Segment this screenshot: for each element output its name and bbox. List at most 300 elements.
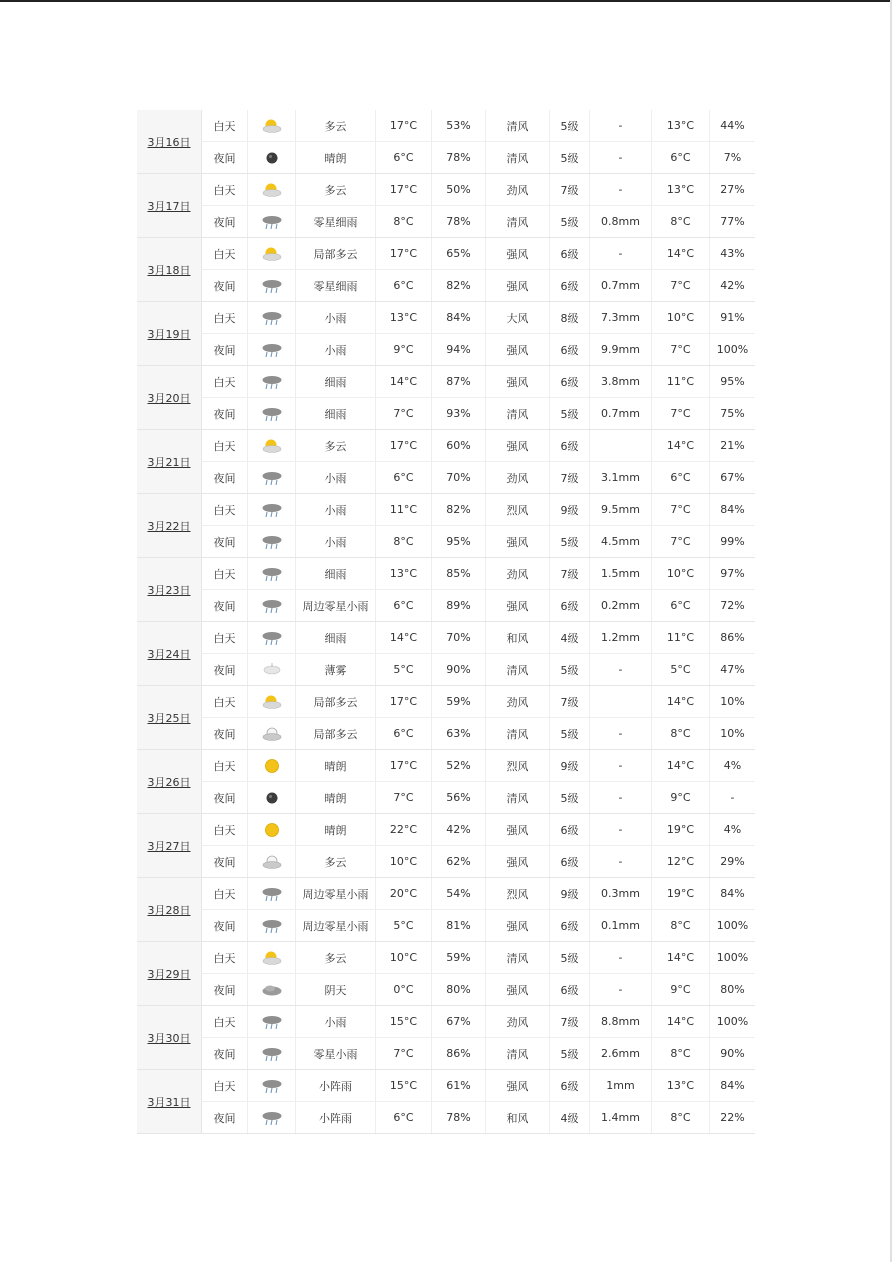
wind-cell-text: 和风 — [506, 1111, 529, 1125]
condition-cell-text: 局部多云 — [313, 727, 358, 741]
probability-cell — [710, 174, 755, 205]
table-row — [202, 558, 755, 589]
day-group — [137, 622, 755, 686]
wind-cell-text: 大风 — [506, 311, 529, 325]
probability-cell-text: 21% — [720, 439, 745, 452]
temperature-cell — [376, 654, 432, 685]
wind-level-cell-text: 6级 — [560, 983, 579, 997]
wind-cell — [486, 174, 550, 205]
wind-cell-text: 清风 — [506, 727, 529, 741]
low-temp-cell — [652, 302, 710, 333]
period-rows — [202, 622, 755, 685]
wind-level-cell — [550, 878, 590, 909]
humidity-cell — [432, 782, 486, 813]
temperature-cell-text: 0°C — [393, 983, 414, 996]
icon-cell — [248, 654, 296, 685]
low-temp-cell-text: 6°C — [670, 471, 691, 484]
period-rows — [202, 494, 755, 557]
humidity-cell-text: 54% — [446, 887, 471, 900]
temperature-cell — [376, 910, 432, 941]
period-cell-text: 白天 — [213, 887, 236, 901]
wind-cell — [486, 910, 550, 941]
date-cell — [137, 302, 202, 365]
rain-cloud-icon — [261, 1110, 283, 1126]
temperature-cell-text: 20°C — [389, 887, 418, 900]
temperature-cell-text: 17°C — [389, 183, 418, 196]
wind-cell-text: 劲风 — [506, 695, 529, 709]
period-cell — [202, 366, 248, 397]
date-cell — [137, 814, 202, 877]
precipitation-cell — [590, 686, 652, 717]
condition-cell-text: 多云 — [324, 119, 347, 133]
humidity-cell-text: 90% — [446, 663, 471, 676]
period-cell-text: 白天 — [213, 439, 236, 453]
temperature-cell — [376, 686, 432, 717]
wind-cell-text: 清风 — [506, 663, 529, 677]
humidity-cell — [432, 206, 486, 237]
condition-cell — [296, 238, 376, 269]
temperature-cell — [376, 110, 432, 141]
precipitation-cell — [590, 1006, 652, 1037]
table-row — [202, 269, 755, 301]
probability-cell — [710, 302, 755, 333]
rain-cloud-icon — [261, 598, 283, 614]
icon-cell — [248, 782, 296, 813]
wind-cell-text: 劲风 — [506, 183, 529, 197]
table-row — [202, 430, 755, 461]
wind-cell — [486, 814, 550, 845]
period-cell — [202, 718, 248, 749]
temperature-cell-text: 11°C — [389, 503, 418, 516]
wind-level-cell-text: 7级 — [560, 695, 579, 709]
icon-cell — [248, 142, 296, 173]
rain-cloud-icon — [261, 1046, 283, 1062]
low-temp-cell-text: 13°C — [666, 183, 695, 196]
low-temp-cell-text: 8°C — [670, 1047, 691, 1060]
period-cell — [202, 814, 248, 845]
wind-level-cell — [550, 910, 590, 941]
condition-cell — [296, 974, 376, 1005]
wind-level-cell — [550, 750, 590, 781]
date-link[interactable]: 3月31日 — [147, 1095, 191, 1109]
condition-cell — [296, 1038, 376, 1069]
humidity-cell-text: 60% — [446, 439, 471, 452]
date-link[interactable]: 3月24日 — [147, 647, 191, 661]
humidity-cell — [432, 814, 486, 845]
condition-cell-text: 小雨 — [324, 535, 347, 549]
date-link[interactable]: 3月17日 — [147, 199, 191, 213]
wind-level-cell — [550, 366, 590, 397]
period-cell-text: 夜间 — [213, 407, 236, 421]
probability-cell-text: 99% — [720, 535, 745, 548]
date-cell — [137, 430, 202, 493]
condition-cell — [296, 302, 376, 333]
humidity-cell — [432, 462, 486, 493]
temperature-cell — [376, 814, 432, 845]
wind-cell — [486, 782, 550, 813]
wind-cell — [486, 1070, 550, 1101]
period-cell — [202, 558, 248, 589]
condition-cell-text: 晴朗 — [324, 759, 347, 773]
day-group — [137, 174, 755, 238]
cloud-icon — [261, 982, 283, 998]
period-cell — [202, 270, 248, 301]
wind-cell-text: 强风 — [506, 1079, 529, 1093]
date-link[interactable]: 3月16日 — [147, 135, 191, 149]
low-temp-cell-text: 7°C — [670, 279, 691, 292]
table-row — [202, 973, 755, 1005]
precipitation-cell-text: - — [618, 663, 623, 676]
wind-level-cell — [550, 718, 590, 749]
probability-cell — [710, 558, 755, 589]
precipitation-cell — [590, 814, 652, 845]
period-cell — [202, 206, 248, 237]
rain-cloud-icon — [261, 1078, 283, 1094]
date-link[interactable]: 3月20日 — [147, 391, 191, 405]
wind-level-cell-text: 6级 — [560, 919, 579, 933]
condition-cell — [296, 366, 376, 397]
humidity-cell-text: 52% — [446, 759, 471, 772]
wind-level-cell — [550, 1006, 590, 1037]
probability-cell — [710, 1006, 755, 1037]
precipitation-cell-text: - — [618, 855, 623, 868]
period-cell — [202, 334, 248, 365]
probability-cell — [710, 814, 755, 845]
partly-cloudy-icon — [261, 182, 283, 198]
icon-cell — [248, 750, 296, 781]
rain-cloud-icon — [261, 886, 283, 902]
probability-cell — [710, 846, 755, 877]
humidity-cell-text: 61% — [446, 1079, 471, 1092]
period-cell — [202, 494, 248, 525]
humidity-cell — [432, 1070, 486, 1101]
wind-cell-text: 劲风 — [506, 1015, 529, 1029]
wind-cell-text: 劲风 — [506, 471, 529, 485]
wind-cell-text: 强风 — [506, 855, 529, 869]
temperature-cell — [376, 1038, 432, 1069]
probability-cell-text: 22% — [720, 1111, 745, 1124]
temperature-cell-text: 7°C — [393, 407, 414, 420]
wind-level-cell — [550, 782, 590, 813]
period-cell-text: 夜间 — [213, 983, 236, 997]
partly-cloudy-icon — [261, 438, 283, 454]
condition-cell-text: 晴朗 — [324, 823, 347, 837]
condition-cell-text: 局部多云 — [313, 247, 358, 261]
table-row — [202, 909, 755, 941]
period-cell — [202, 1102, 248, 1133]
wind-level-cell-text: 6级 — [560, 855, 579, 869]
wind-level-cell-text: 6级 — [560, 439, 579, 453]
precipitation-cell — [590, 1102, 652, 1133]
date-link[interactable]: 3月28日 — [147, 903, 191, 917]
humidity-cell — [432, 238, 486, 269]
period-cell — [202, 1070, 248, 1101]
condition-cell-text: 细雨 — [324, 407, 347, 421]
period-rows — [202, 1070, 755, 1133]
rain-cloud-icon — [261, 342, 283, 358]
wind-level-cell-text: 6级 — [560, 599, 579, 613]
low-temp-cell-text: 8°C — [670, 919, 691, 932]
precipitation-cell-text: 8.8mm — [601, 1015, 640, 1028]
precipitation-cell — [590, 750, 652, 781]
low-temp-cell-text: 14°C — [666, 247, 695, 260]
condition-cell — [296, 526, 376, 557]
wind-level-cell — [550, 110, 590, 141]
precipitation-cell — [590, 942, 652, 973]
wind-level-cell-text: 6级 — [560, 1079, 579, 1093]
wind-level-cell-text: 7级 — [560, 183, 579, 197]
humidity-cell-text: 56% — [446, 791, 471, 804]
condition-cell-text: 周边零星小雨 — [302, 599, 369, 613]
period-rows — [202, 302, 755, 365]
probability-cell-text: - — [730, 791, 735, 804]
probability-cell-text: 43% — [720, 247, 745, 260]
wind-level-cell-text: 9级 — [560, 759, 579, 773]
period-cell-text: 夜间 — [213, 215, 236, 229]
probability-cell-text: 100% — [716, 343, 749, 356]
condition-cell-text: 周边零星小雨 — [302, 919, 369, 933]
table-row — [202, 461, 755, 493]
wind-level-cell-text: 4级 — [560, 631, 579, 645]
date-link[interactable]: 3月21日 — [147, 455, 191, 469]
wind-cell-text: 强风 — [506, 983, 529, 997]
low-temp-cell-text: 8°C — [670, 1111, 691, 1124]
precipitation-cell — [590, 654, 652, 685]
icon-cell — [248, 302, 296, 333]
low-temp-cell — [652, 1006, 710, 1037]
temperature-cell — [376, 878, 432, 909]
partly-cloudy-icon — [261, 118, 283, 134]
day-group — [137, 430, 755, 494]
wind-level-cell-text: 9级 — [560, 503, 579, 517]
humidity-cell-text: 70% — [446, 631, 471, 644]
temperature-cell-text: 6°C — [393, 727, 414, 740]
fog-icon — [261, 662, 283, 678]
condition-cell-text: 多云 — [324, 183, 347, 197]
humidity-cell — [432, 494, 486, 525]
rain-cloud-icon — [261, 630, 283, 646]
temperature-cell — [376, 334, 432, 365]
table-row — [202, 878, 755, 909]
wind-level-cell — [550, 174, 590, 205]
temperature-cell — [376, 526, 432, 557]
date-link[interactable]: 3月25日 — [147, 711, 191, 725]
precipitation-cell — [590, 590, 652, 621]
temperature-cell — [376, 1006, 432, 1037]
wind-cell — [486, 558, 550, 589]
day-group — [137, 1006, 755, 1070]
low-temp-cell-text: 14°C — [666, 439, 695, 452]
wind-cell-text: 烈风 — [506, 759, 529, 773]
low-temp-cell — [652, 430, 710, 461]
precipitation-cell — [590, 558, 652, 589]
period-rows — [202, 110, 755, 173]
wind-cell-text: 强风 — [506, 823, 529, 837]
low-temp-cell — [652, 686, 710, 717]
probability-cell-text: 44% — [720, 119, 745, 132]
condition-cell — [296, 270, 376, 301]
probability-cell — [710, 366, 755, 397]
day-group — [137, 878, 755, 942]
low-temp-cell-text: 9°C — [670, 791, 691, 804]
precipitation-cell — [590, 110, 652, 141]
probability-cell — [710, 750, 755, 781]
humidity-cell — [432, 622, 486, 653]
humidity-cell — [432, 846, 486, 877]
wind-level-cell-text: 5级 — [560, 663, 579, 677]
humidity-cell — [432, 878, 486, 909]
precipitation-cell — [590, 334, 652, 365]
day-group — [137, 1070, 755, 1134]
date-cell — [137, 622, 202, 685]
wind-level-cell — [550, 942, 590, 973]
low-temp-cell-text: 10°C — [666, 311, 695, 324]
period-cell-text: 夜间 — [213, 151, 236, 165]
temperature-cell-text: 8°C — [393, 215, 414, 228]
wind-level-cell — [550, 1038, 590, 1069]
precipitation-cell-text: - — [618, 727, 623, 740]
condition-cell — [296, 910, 376, 941]
probability-cell-text: 47% — [720, 663, 745, 676]
precipitation-cell-text: 3.8mm — [601, 375, 640, 388]
partly-cloudy-icon — [261, 246, 283, 262]
period-rows — [202, 878, 755, 941]
wind-cell-text: 强风 — [506, 375, 529, 389]
wind-cell-text: 强风 — [506, 599, 529, 613]
date-link[interactable]: 3月22日 — [147, 519, 191, 533]
probability-cell-text: 29% — [720, 855, 745, 868]
low-temp-cell — [652, 174, 710, 205]
period-cell — [202, 846, 248, 877]
humidity-cell — [432, 110, 486, 141]
wind-level-cell-text: 7级 — [560, 471, 579, 485]
icon-cell — [248, 334, 296, 365]
partly-cloudy-icon — [261, 694, 283, 710]
date-link[interactable]: 3月29日 — [147, 967, 191, 981]
condition-cell-text: 细雨 — [324, 375, 347, 389]
period-cell-text: 白天 — [213, 567, 236, 581]
period-cell-text: 夜间 — [213, 855, 236, 869]
probability-cell-text: 86% — [720, 631, 745, 644]
humidity-cell-text: 78% — [446, 151, 471, 164]
humidity-cell — [432, 558, 486, 589]
precipitation-cell — [590, 430, 652, 461]
wind-cell — [486, 334, 550, 365]
low-temp-cell-text: 8°C — [670, 215, 691, 228]
condition-cell-text: 多云 — [324, 439, 347, 453]
period-cell-text: 夜间 — [213, 1111, 236, 1125]
icon-cell — [248, 622, 296, 653]
precipitation-cell-text: 1.2mm — [601, 631, 640, 644]
forecast-table-part-1 — [137, 110, 755, 622]
precipitation-cell-text: 7.3mm — [601, 311, 640, 324]
precipitation-cell — [590, 366, 652, 397]
precipitation-cell — [590, 782, 652, 813]
probability-cell — [710, 110, 755, 141]
period-cell-text: 夜间 — [213, 343, 236, 357]
temperature-cell — [376, 142, 432, 173]
condition-cell — [296, 846, 376, 877]
low-temp-cell — [652, 878, 710, 909]
period-rows — [202, 750, 755, 813]
wind-cell — [486, 718, 550, 749]
period-cell — [202, 1006, 248, 1037]
temperature-cell-text: 17°C — [389, 119, 418, 132]
precipitation-cell-text: - — [618, 759, 623, 772]
period-cell — [202, 974, 248, 1005]
temperature-cell-text: 9°C — [393, 343, 414, 356]
table-row — [202, 174, 755, 205]
period-cell-text: 夜间 — [213, 471, 236, 485]
precipitation-cell-text: 9.9mm — [601, 343, 640, 356]
humidity-cell-text: 59% — [446, 951, 471, 964]
probability-cell-text: 90% — [720, 1047, 745, 1060]
temperature-cell — [376, 238, 432, 269]
wind-level-cell-text: 6级 — [560, 823, 579, 837]
humidity-cell-text: 59% — [446, 695, 471, 708]
temperature-cell-text: 6°C — [393, 471, 414, 484]
table-row — [202, 1006, 755, 1037]
date-link[interactable]: 3月23日 — [147, 583, 191, 597]
wind-level-cell-text: 9级 — [560, 887, 579, 901]
temperature-cell — [376, 1102, 432, 1133]
wind-cell-text: 强风 — [506, 279, 529, 293]
date-link[interactable]: 3月26日 — [147, 775, 191, 789]
condition-cell-text: 小雨 — [324, 471, 347, 485]
rain-cloud-icon — [261, 374, 283, 390]
date-link[interactable]: 3月18日 — [147, 263, 191, 277]
period-cell — [202, 302, 248, 333]
temperature-cell-text: 17°C — [389, 695, 418, 708]
wind-cell — [486, 846, 550, 877]
precipitation-cell-text: 4.5mm — [601, 535, 640, 548]
precipitation-cell — [590, 526, 652, 557]
humidity-cell-text: 85% — [446, 567, 471, 580]
condition-cell — [296, 110, 376, 141]
low-temp-cell-text: 11°C — [666, 631, 695, 644]
period-cell-text: 白天 — [213, 951, 236, 965]
icon-cell — [248, 462, 296, 493]
condition-cell — [296, 654, 376, 685]
precipitation-cell — [590, 174, 652, 205]
period-cell-text: 夜间 — [213, 535, 236, 549]
probability-cell-text: 95% — [720, 375, 745, 388]
period-cell — [202, 238, 248, 269]
low-temp-cell — [652, 750, 710, 781]
precipitation-cell — [590, 494, 652, 525]
table-row — [202, 750, 755, 781]
condition-cell-text: 细雨 — [324, 567, 347, 581]
period-cell — [202, 398, 248, 429]
humidity-cell-text: 81% — [446, 919, 471, 932]
wind-level-cell — [550, 622, 590, 653]
wind-cell-text: 清风 — [506, 119, 529, 133]
date-link[interactable]: 3月27日 — [147, 839, 191, 853]
table-row — [202, 1037, 755, 1069]
date-link[interactable]: 3月19日 — [147, 327, 191, 341]
icon-cell — [248, 270, 296, 301]
wind-cell-text: 清风 — [506, 151, 529, 165]
wind-level-cell — [550, 398, 590, 429]
precipitation-cell — [590, 1070, 652, 1101]
wind-level-cell-text: 6级 — [560, 279, 579, 293]
period-rows — [202, 238, 755, 301]
temperature-cell — [376, 462, 432, 493]
wind-cell-text: 烈风 — [506, 503, 529, 517]
wind-cell — [486, 1038, 550, 1069]
date-link[interactable]: 3月30日 — [147, 1031, 191, 1045]
period-cell-text: 夜间 — [213, 727, 236, 741]
